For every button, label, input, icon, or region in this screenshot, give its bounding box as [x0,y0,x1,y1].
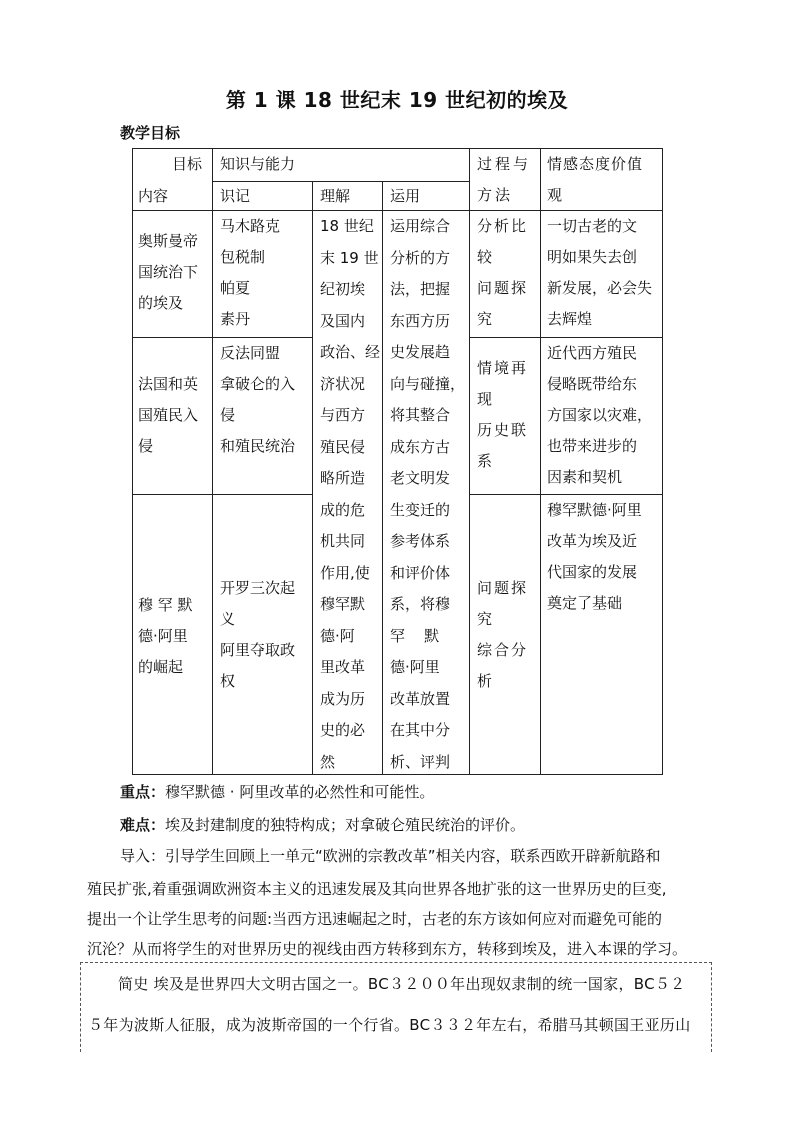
header-understand: 理解 [320,187,351,205]
page-title: 第 1 课 18 世纪末 19 世纪初的埃及 [225,88,569,112]
teaching-goals-table [132,148,663,775]
key-point-text: 穆罕默德 · 阿里改革的必然性和可能性。 [165,783,435,801]
header-content: 内容 [138,187,169,205]
history-brief-line-1: 简史 埃及是世界四大文明古国之一。BC３２００年出现奴隶制的统一国家，BC５２ [118,975,686,993]
header-emotion-values: 情感态度价值 观 [547,155,644,204]
row2-recall: 反法同盟 拿破仑的入 侵 和殖民统治 [220,344,296,455]
intro-line-3: 提出一个让学生思考的问题:当西方迅速崛起之时，古老的东方该如何应对而避免可能的 [87,910,663,928]
key-point [120,776,434,809]
row2-process: 情境再 现 历史联 系 [477,359,529,470]
understand-merged: 18 世纪 末 19 世 纪初埃 及国内 政治、经 济状况 与西方 殖民侵 略所造 成的危 机共同 作用,使 穆罕默 德·阿 里改革 成为历 史的必 然 [320,217,381,771]
row3-emotion: 穆罕默德·阿里 改革为埃及近 代国家的发展 奠定了基础 [547,501,642,612]
row3-process: 问题探 究 综合分 析 [477,579,529,690]
intro-line-2: 殖民扩张,着重强调欧洲资本主义的迅速发展及其向世界各地扩张的这一世界历史的巨变, [87,880,667,898]
intro-line-4: 沉沦？从而将学生的对世界历史的视线由西方转移到东方，转移到埃及，进入本课的学习。 [87,940,688,958]
header-knowledge-ability: 知识与能力 [220,155,296,173]
row1-process: 分析比 较 问题探 究 [477,217,529,328]
header-recall: 识记 [220,187,251,205]
history-brief-line-2: ５年为波斯人征服，成为波斯帝国的一个行省。BC３３２年左右，希腊马其顿国王亚历山 [88,1016,691,1034]
row1-content: 奥斯曼帝 国统治下 的埃及 [138,232,199,312]
row1-recall: 马木路克 包税制 帕夏 素丹 [220,217,281,328]
row3-recall: 开罗三次起 义 阿里夺取政 权 [220,579,296,690]
difficulty-point [120,809,525,842]
apply-merged: 运用综合 分析的方 法，把握 东西方历 史发展趋 向与碰撞， 将其整合 成东方古 老文明发 生变迁的 参考体系 和评价体 系，将穆 罕 默 德·阿里 改革放置 在其中分 析、评判 [390,217,466,771]
row3-content: 穆 罕 默 德·阿里 的崛起 [138,596,193,676]
difficulty-text: 埃及封建制度的独特构成；对拿破仑殖民统治的评价。 [165,816,526,834]
header-goal: 目标 [172,155,203,173]
row1-emotion: 一切古老的文 明如果失去创 新发展，必会失 去辉煌 [547,217,653,328]
intro-line-1: 导入：引导学生回顾上一单元“欧洲的宗教改革”相关内容，联系西欧开辟新航路和 [120,847,661,865]
row2-content: 法国和英 国殖民入 侵 [138,375,199,455]
header-apply: 运用 [390,187,421,205]
section-heading-teaching-goals: 教学目标 [120,124,181,142]
difficulty-label: 难点： [120,816,166,834]
row2-emotion: 近代西方殖民 侵略既带给东 方国家以灾难， 也带来进步的 因素和契机 [547,344,653,486]
header-process-method: 过程与 方法 [477,155,532,204]
key-point-label: 重点： [120,783,166,801]
